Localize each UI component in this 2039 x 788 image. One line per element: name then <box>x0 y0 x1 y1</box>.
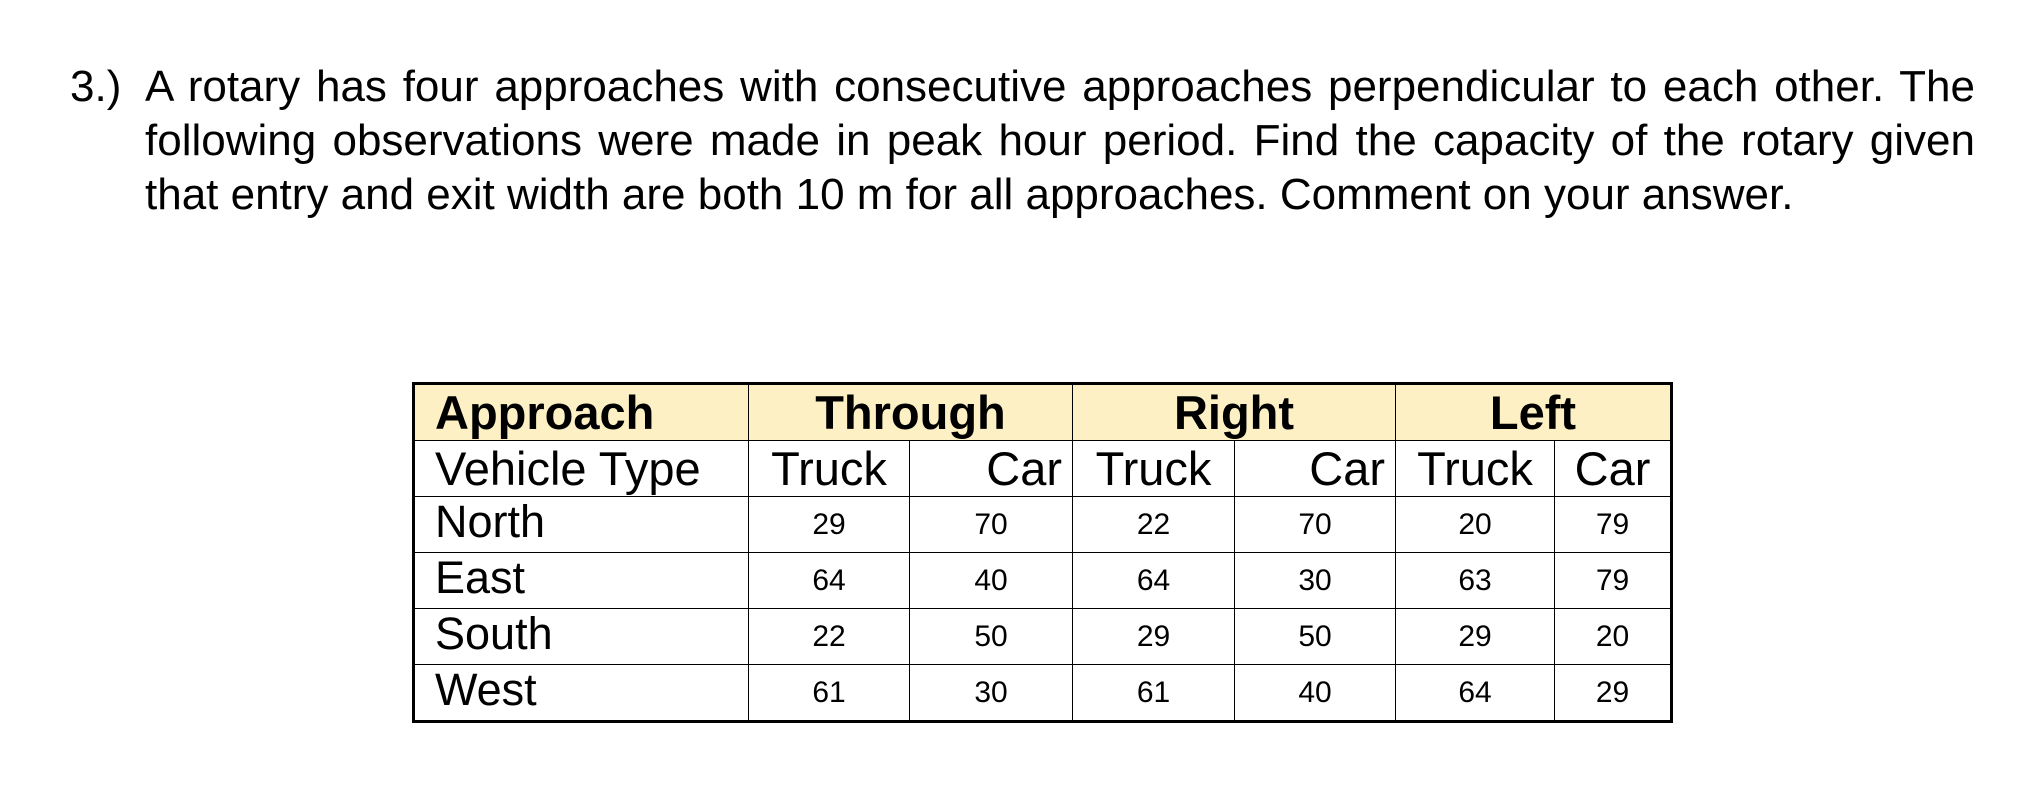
table-row <box>414 609 1672 665</box>
row-approach: North <box>414 497 749 553</box>
cell-left-car: 79 <box>1555 497 1672 553</box>
cell-right-truck: 22 <box>1073 497 1235 553</box>
header-approach: Approach <box>414 384 749 441</box>
row-approach: South <box>414 609 749 665</box>
cell-through-truck: 61 <box>749 665 910 722</box>
table-row <box>414 553 1672 609</box>
cell-through-car: 30 <box>910 665 1073 722</box>
cell-left-truck: 20 <box>1396 497 1555 553</box>
cell-right-truck: 29 <box>1073 609 1235 665</box>
cell-through-car: 40 <box>910 553 1073 609</box>
subheader-vehicle-type: Vehicle Type <box>414 441 749 497</box>
subheader-left-car: Car <box>1555 441 1672 497</box>
header-right: Right <box>1073 384 1396 441</box>
header-left: Left <box>1396 384 1672 441</box>
table-row <box>414 665 1672 722</box>
cell-left-truck: 29 <box>1396 609 1555 665</box>
observations-table <box>412 382 1673 723</box>
problem-number: 3.) <box>70 62 122 111</box>
table-header-row <box>414 384 1672 441</box>
cell-right-car: 40 <box>1235 665 1396 722</box>
subheader-through-car: Car <box>910 441 1073 497</box>
cell-left-car: 20 <box>1555 609 1672 665</box>
cell-through-car: 50 <box>910 609 1073 665</box>
cell-right-car: 30 <box>1235 553 1396 609</box>
cell-right-car: 70 <box>1235 497 1396 553</box>
cell-left-truck: 63 <box>1396 553 1555 609</box>
table-subheader-row <box>414 441 1672 497</box>
cell-right-truck: 61 <box>1073 665 1235 722</box>
row-approach: East <box>414 553 749 609</box>
header-through: Through <box>749 384 1073 441</box>
table-row <box>414 497 1672 553</box>
cell-right-car: 50 <box>1235 609 1396 665</box>
cell-left-car: 29 <box>1555 665 1672 722</box>
subheader-through-truck: Truck <box>749 441 910 497</box>
cell-through-truck: 64 <box>749 553 910 609</box>
subheader-left-truck: Truck <box>1396 441 1555 497</box>
cell-through-truck: 22 <box>749 609 910 665</box>
row-approach: West <box>414 665 749 722</box>
cell-right-truck: 64 <box>1073 553 1235 609</box>
cell-through-truck: 29 <box>749 497 910 553</box>
cell-left-car: 79 <box>1555 553 1672 609</box>
subheader-right-car: Car <box>1235 441 1396 497</box>
subheader-right-truck: Truck <box>1073 441 1235 497</box>
problem-statement <box>70 60 1975 222</box>
cell-left-truck: 64 <box>1396 665 1555 722</box>
problem-text: A rotary has four approaches with consecutive approaches perpendicular to each other. The following observations were made in peak hour period. Find the capacity of the rotary given that entry and exit width are both 10 m for all approaches. Comment on your answer. <box>145 62 1975 219</box>
cell-through-car: 70 <box>910 497 1073 553</box>
